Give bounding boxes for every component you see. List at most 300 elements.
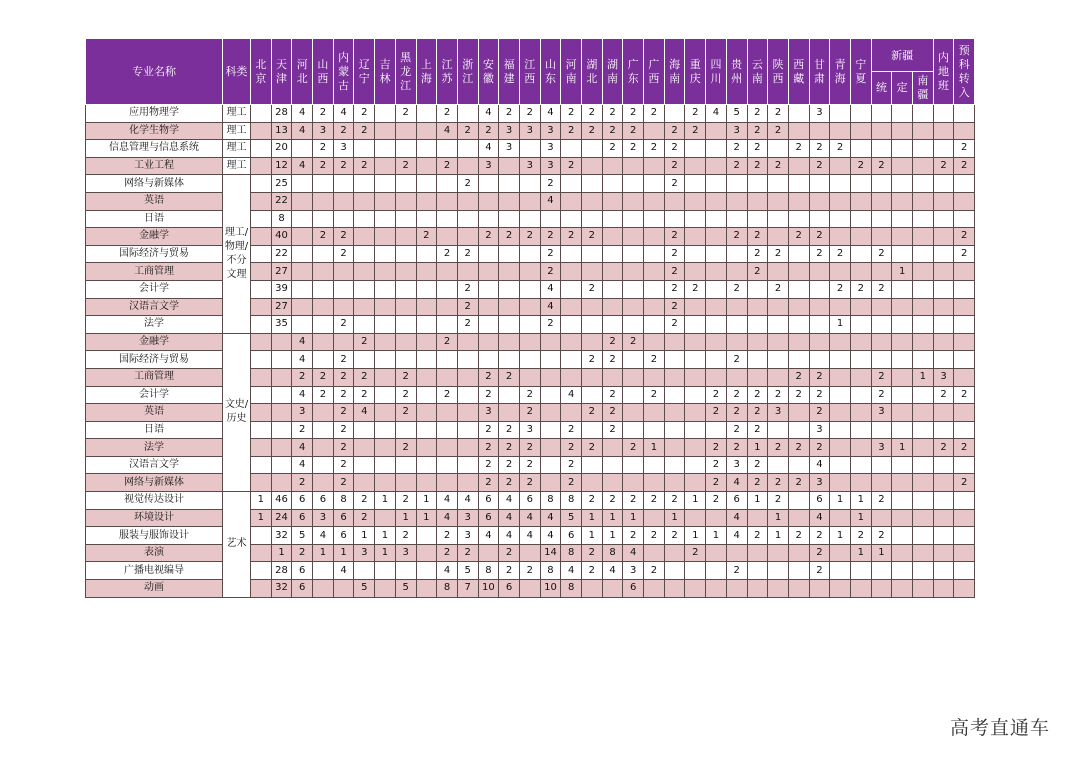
quota-cell <box>437 263 458 281</box>
quota-cell: 2 <box>499 439 520 457</box>
major-name-cell: 汉语言文学 <box>86 298 223 316</box>
quota-cell <box>519 140 540 158</box>
quota-cell <box>416 263 437 281</box>
quota-cell <box>582 263 603 281</box>
quota-cell: 2 <box>582 492 603 510</box>
quota-cell <box>499 316 520 334</box>
quota-cell <box>251 210 272 228</box>
quota-cell: 2 <box>644 562 665 580</box>
quota-cell <box>954 316 975 334</box>
quota-cell <box>913 492 934 510</box>
quota-cell <box>395 298 416 316</box>
quota-cell <box>830 298 851 316</box>
quota-cell <box>313 210 334 228</box>
quota-cell <box>850 368 871 386</box>
quota-cell <box>457 474 478 492</box>
quota-cell <box>251 580 272 598</box>
quota-cell <box>913 544 934 562</box>
quota-cell <box>747 368 768 386</box>
quota-cell <box>644 122 665 140</box>
quota-cell: 3 <box>519 157 540 175</box>
quota-cell: 2 <box>333 245 354 263</box>
quota-cell <box>602 245 623 263</box>
quota-cell <box>892 228 913 246</box>
quota-cell: 2 <box>747 263 768 281</box>
quota-cell: 5 <box>726 105 747 123</box>
quota-cell: 2 <box>788 439 809 457</box>
quota-cell <box>933 456 954 474</box>
quota-cell: 2 <box>478 368 499 386</box>
quota-cell <box>933 580 954 598</box>
quota-cell <box>478 245 499 263</box>
quota-cell <box>644 580 665 598</box>
quota-cell <box>830 263 851 281</box>
quota-cell: 2 <box>747 474 768 492</box>
quota-cell <box>416 386 437 404</box>
quota-cell <box>913 210 934 228</box>
quota-cell <box>685 456 706 474</box>
quota-cell: 5 <box>354 580 375 598</box>
quota-cell <box>623 228 644 246</box>
quota-cell <box>664 562 685 580</box>
quota-cell <box>892 527 913 545</box>
quota-cell: 2 <box>768 245 789 263</box>
quota-cell <box>540 333 561 351</box>
quota-cell <box>623 421 644 439</box>
table-row <box>86 368 975 386</box>
quota-cell: 22 <box>271 245 292 263</box>
quota-cell <box>706 333 727 351</box>
quota-cell: 14 <box>540 544 561 562</box>
quota-cell <box>726 298 747 316</box>
quota-cell: 2 <box>333 157 354 175</box>
quota-cell <box>913 280 934 298</box>
quota-cell: 2 <box>313 105 334 123</box>
quota-cell <box>478 351 499 369</box>
quota-cell: 2 <box>499 544 520 562</box>
quota-cell: 1 <box>892 439 913 457</box>
quota-cell <box>871 456 892 474</box>
quota-cell <box>954 210 975 228</box>
quota-cell <box>582 245 603 263</box>
quota-cell <box>478 210 499 228</box>
quota-cell: 2 <box>478 421 499 439</box>
quota-cell: 2 <box>685 105 706 123</box>
quota-cell: 2 <box>395 386 416 404</box>
quota-cell: 2 <box>871 368 892 386</box>
quota-cell <box>933 316 954 334</box>
quota-cell: 4 <box>292 351 313 369</box>
quota-cell <box>768 263 789 281</box>
quota-cell <box>623 192 644 210</box>
quota-cell <box>395 210 416 228</box>
quota-cell <box>913 245 934 263</box>
quota-cell: 4 <box>623 544 644 562</box>
quota-cell <box>582 298 603 316</box>
quota-cell <box>954 456 975 474</box>
quota-cell: 5 <box>395 580 416 598</box>
quota-cell <box>313 474 334 492</box>
quota-cell: 2 <box>437 245 458 263</box>
quota-cell <box>561 210 582 228</box>
quota-cell: 2 <box>582 351 603 369</box>
quota-cell <box>788 175 809 193</box>
quota-cell <box>354 245 375 263</box>
quota-cell: 2 <box>354 368 375 386</box>
quota-cell: 1 <box>850 509 871 527</box>
quota-cell <box>416 210 437 228</box>
quota-cell <box>395 474 416 492</box>
quota-cell: 2 <box>623 439 644 457</box>
quota-cell: 2 <box>395 157 416 175</box>
quota-cell <box>892 280 913 298</box>
quota-cell <box>561 368 582 386</box>
quota-cell: 2 <box>809 245 830 263</box>
quota-cell <box>644 368 665 386</box>
quota-cell: 28 <box>271 105 292 123</box>
quota-cell: 1 <box>830 492 851 510</box>
quota-cell: 2 <box>768 386 789 404</box>
quota-cell <box>768 228 789 246</box>
quota-cell <box>788 580 809 598</box>
quota-cell <box>561 263 582 281</box>
quota-cell: 4 <box>809 509 830 527</box>
quota-cell <box>850 122 871 140</box>
quota-cell <box>685 228 706 246</box>
quota-cell <box>478 175 499 193</box>
quota-cell <box>706 245 727 263</box>
quota-cell: 2 <box>499 105 520 123</box>
quota-cell <box>933 263 954 281</box>
quota-cell <box>892 245 913 263</box>
quota-cell: 1 <box>685 527 706 545</box>
quota-cell <box>706 263 727 281</box>
quota-cell <box>726 544 747 562</box>
quota-cell <box>395 280 416 298</box>
quota-cell <box>251 474 272 492</box>
major-name-cell: 应用物理学 <box>86 105 223 123</box>
quota-cell <box>375 386 396 404</box>
quota-cell <box>457 105 478 123</box>
quota-cell <box>457 456 478 474</box>
quota-cell: 6 <box>809 492 830 510</box>
quota-cell <box>623 351 644 369</box>
quota-cell <box>457 210 478 228</box>
quota-cell <box>251 122 272 140</box>
quota-cell: 6 <box>478 509 499 527</box>
quota-cell: 2 <box>457 122 478 140</box>
quota-cell <box>313 245 334 263</box>
quota-cell <box>706 122 727 140</box>
quota-cell: 4 <box>478 527 499 545</box>
quota-cell <box>768 368 789 386</box>
quota-cell: 1 <box>747 492 768 510</box>
quota-cell: 2 <box>333 351 354 369</box>
quota-cell: 3 <box>871 404 892 422</box>
header-row-1 <box>86 39 975 72</box>
quota-cell <box>478 298 499 316</box>
quota-cell: 2 <box>540 245 561 263</box>
quota-cell: 4 <box>437 509 458 527</box>
quota-cell <box>602 192 623 210</box>
quota-cell <box>561 280 582 298</box>
quota-cell <box>830 509 851 527</box>
quota-cell <box>271 439 292 457</box>
table-row <box>86 351 975 369</box>
quota-cell: 6 <box>499 580 520 598</box>
quota-cell: 2 <box>706 456 727 474</box>
quota-cell: 2 <box>644 527 665 545</box>
quota-cell <box>850 316 871 334</box>
quota-cell <box>871 333 892 351</box>
quota-cell <box>664 368 685 386</box>
quota-cell: 2 <box>871 157 892 175</box>
quota-cell <box>582 421 603 439</box>
quota-cell <box>830 351 851 369</box>
quota-cell: 3 <box>313 509 334 527</box>
quota-cell <box>892 562 913 580</box>
quota-cell <box>416 140 437 158</box>
quota-cell <box>768 456 789 474</box>
quota-cell: 2 <box>747 421 768 439</box>
quota-cell: 2 <box>664 492 685 510</box>
quota-cell <box>892 386 913 404</box>
quota-cell <box>644 404 665 422</box>
quota-cell: 2 <box>954 245 975 263</box>
quota-cell <box>850 580 871 598</box>
quota-cell: 4 <box>540 298 561 316</box>
quota-cell <box>850 474 871 492</box>
quota-cell <box>685 157 706 175</box>
quota-cell <box>602 474 623 492</box>
quota-cell <box>251 263 272 281</box>
header-province: 青海 <box>830 39 851 105</box>
quota-cell: 2 <box>644 492 665 510</box>
quota-cell <box>251 456 272 474</box>
quota-cell <box>788 245 809 263</box>
quota-cell: 8 <box>333 492 354 510</box>
quota-cell <box>602 263 623 281</box>
quota-cell: 2 <box>933 386 954 404</box>
quota-cell: 2 <box>809 544 830 562</box>
quota-cell: 1 <box>333 544 354 562</box>
quota-cell <box>333 280 354 298</box>
quota-cell <box>499 157 520 175</box>
quota-cell: 2 <box>478 474 499 492</box>
quota-cell <box>251 105 272 123</box>
quota-cell <box>333 580 354 598</box>
quota-cell: 2 <box>747 140 768 158</box>
quota-cell: 2 <box>726 386 747 404</box>
quota-cell: 2 <box>333 474 354 492</box>
quota-cell: 3 <box>809 421 830 439</box>
quota-cell <box>561 404 582 422</box>
quota-cell: 2 <box>664 263 685 281</box>
quota-cell <box>416 333 437 351</box>
quota-cell <box>809 280 830 298</box>
major-name-cell: 网络与新媒体 <box>86 474 223 492</box>
quota-cell <box>788 105 809 123</box>
quota-cell <box>457 386 478 404</box>
quota-cell <box>416 175 437 193</box>
header-province: 吉林 <box>375 39 396 105</box>
quota-cell: 5 <box>292 527 313 545</box>
quota-cell: 2 <box>354 122 375 140</box>
quota-cell <box>644 509 665 527</box>
quota-cell: 1 <box>582 509 603 527</box>
quota-cell <box>933 333 954 351</box>
quota-cell <box>871 192 892 210</box>
quota-cell <box>395 421 416 439</box>
quota-cell: 6 <box>313 492 334 510</box>
quota-cell: 2 <box>478 439 499 457</box>
quota-cell <box>540 404 561 422</box>
major-name-cell: 国际经济与贸易 <box>86 245 223 263</box>
quota-cell <box>375 210 396 228</box>
quota-cell: 2 <box>830 245 851 263</box>
quota-cell: 3 <box>540 140 561 158</box>
quota-cell <box>457 404 478 422</box>
quota-cell <box>251 280 272 298</box>
quota-cell: 6 <box>623 580 644 598</box>
quota-cell: 2 <box>747 245 768 263</box>
quota-cell <box>913 228 934 246</box>
quota-cell: 4 <box>540 280 561 298</box>
quota-cell: 2 <box>871 245 892 263</box>
quota-cell <box>726 210 747 228</box>
quota-cell: 2 <box>954 140 975 158</box>
quota-cell: 2 <box>457 316 478 334</box>
quota-cell: 2 <box>602 122 623 140</box>
major-name-cell: 环境设计 <box>86 509 223 527</box>
quota-cell <box>913 404 934 422</box>
quota-cell <box>457 351 478 369</box>
quota-cell <box>788 333 809 351</box>
quota-cell <box>664 404 685 422</box>
quota-cell <box>685 404 706 422</box>
quota-cell <box>644 333 665 351</box>
major-name-cell: 工业工程 <box>86 157 223 175</box>
quota-cell <box>251 245 272 263</box>
quota-cell: 2 <box>685 544 706 562</box>
quota-cell <box>251 386 272 404</box>
category-cell: 理工 <box>223 157 251 175</box>
quota-cell <box>747 280 768 298</box>
quota-cell: 2 <box>726 280 747 298</box>
quota-cell: 10 <box>540 580 561 598</box>
quota-cell <box>664 439 685 457</box>
table-row <box>86 157 975 175</box>
quota-cell: 4 <box>540 192 561 210</box>
quota-cell <box>726 580 747 598</box>
quota-cell: 4 <box>726 527 747 545</box>
quota-cell: 4 <box>706 105 727 123</box>
quota-cell <box>499 192 520 210</box>
quota-cell <box>933 245 954 263</box>
quota-cell: 2 <box>561 122 582 140</box>
quota-cell <box>954 175 975 193</box>
quota-cell <box>416 368 437 386</box>
quota-cell <box>954 368 975 386</box>
quota-cell <box>333 298 354 316</box>
quota-cell <box>478 280 499 298</box>
header-province: 北京 <box>251 39 272 105</box>
quota-cell <box>706 368 727 386</box>
quota-cell <box>830 192 851 210</box>
quota-cell <box>892 456 913 474</box>
quota-cell <box>850 421 871 439</box>
quota-cell <box>954 192 975 210</box>
quota-cell: 2 <box>602 421 623 439</box>
header-category: 科类 <box>223 39 251 105</box>
quota-cell <box>519 245 540 263</box>
quota-cell: 2 <box>437 157 458 175</box>
quota-cell <box>871 122 892 140</box>
quota-cell <box>251 175 272 193</box>
quota-cell <box>850 404 871 422</box>
table-row <box>86 105 975 123</box>
table-row <box>86 527 975 545</box>
category-group-cell: 艺术 <box>223 492 251 598</box>
quota-cell <box>375 562 396 580</box>
quota-cell: 1 <box>892 263 913 281</box>
major-name-cell: 网络与新媒体 <box>86 175 223 193</box>
quota-cell <box>706 157 727 175</box>
quota-cell: 2 <box>726 351 747 369</box>
quota-cell <box>416 316 437 334</box>
table-row <box>86 175 975 193</box>
quota-cell <box>437 228 458 246</box>
quota-cell <box>809 122 830 140</box>
quota-cell <box>457 140 478 158</box>
major-name-cell: 化学生物学 <box>86 122 223 140</box>
quota-cell <box>457 439 478 457</box>
table-row <box>86 562 975 580</box>
header-province: 湖北 <box>582 39 603 105</box>
quota-cell <box>850 386 871 404</box>
quota-cell <box>292 245 313 263</box>
quota-cell: 6 <box>519 492 540 510</box>
quota-cell <box>582 175 603 193</box>
major-name-cell: 服装与服饰设计 <box>86 527 223 545</box>
quota-cell <box>850 439 871 457</box>
quota-cell <box>954 122 975 140</box>
quota-cell <box>685 263 706 281</box>
quota-cell: 4 <box>499 509 520 527</box>
quota-cell: 2 <box>582 122 603 140</box>
quota-cell <box>251 544 272 562</box>
quota-cell <box>313 456 334 474</box>
quota-cell <box>416 245 437 263</box>
quota-cell <box>292 175 313 193</box>
quota-cell <box>933 509 954 527</box>
quota-cell <box>913 351 934 369</box>
quota-cell <box>292 192 313 210</box>
quota-cell <box>726 263 747 281</box>
quota-cell <box>437 210 458 228</box>
quota-cell <box>726 316 747 334</box>
quota-cell <box>623 175 644 193</box>
quota-cell: 2 <box>768 474 789 492</box>
quota-cell <box>582 456 603 474</box>
quota-cell <box>664 386 685 404</box>
quota-cell <box>416 562 437 580</box>
header-province: 西藏 <box>788 39 809 105</box>
quota-cell: 2 <box>499 421 520 439</box>
quota-cell: 2 <box>809 439 830 457</box>
quota-cell <box>706 228 727 246</box>
quota-cell <box>685 386 706 404</box>
